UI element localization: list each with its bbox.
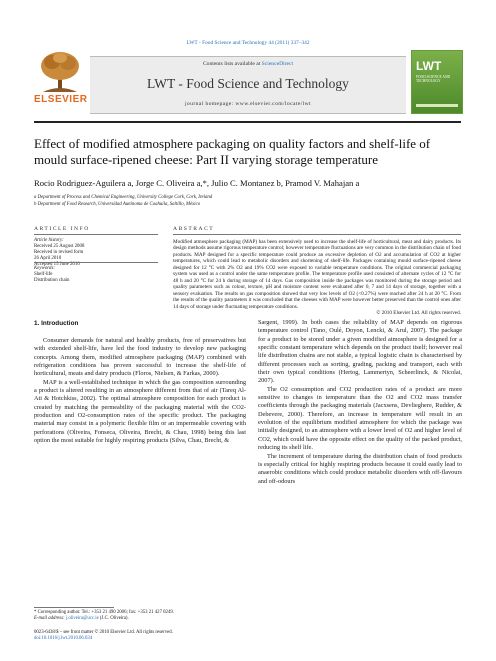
footnote-rule	[34, 607, 114, 608]
contents-prefix: Contents lists available at	[202, 61, 262, 67]
header-rule	[34, 121, 461, 123]
article-info-rule	[34, 234, 158, 235]
abstract-heading: ABSTRACT	[173, 226, 215, 232]
sciencedirect-link[interactable]: ScienceDirect	[261, 61, 294, 67]
journal-title: LWT - Food Science and Technology	[147, 76, 349, 91]
affiliation-b: b Department of Food Research, Universidad Autónoma de Coahuila, Saltillo, México	[34, 202, 201, 207]
contents-line	[90, 61, 406, 67]
history-line: Accepted 15 June 2010	[34, 262, 80, 268]
keywords-rule	[34, 262, 158, 263]
abstract-copyright: © 2010 Elsevier Ltd. All rights reserved.	[376, 309, 461, 316]
cover-title: LWT	[416, 59, 442, 73]
history-line: Received in revised form	[34, 250, 84, 256]
corresponding-author-footnote	[34, 610, 244, 622]
body-paragraph: The O2 consumption and CO2 production rates of a product are more sensitive to changes in temperature than the O2 and CO2 mass transfer coefficients through the packaging materials (Jacxsens, Devlieghere, Rudder, & Debevere, 2000). Therefore, an increase in temperature will result in an evolution of the equilibrium modified atmosphere for which the package was initially designed, to an atmosphere with a lower level of O2 and higher level of CO2, which could have the opposite effect on the quality of the packed product, reducing its shelf life.	[258, 385, 462, 452]
history-line: 26 April 2010	[34, 256, 62, 262]
cover-subtitle: FOOD SCIENCE AND TECHNOLOGY	[416, 75, 451, 84]
body-paragraph: MAP is a well-established technique in which the gas composition surrounding a product is altered resulting in an atmosphere different from that of air (Tareq Al-Ati & Hotchkiss, 2002). The optimal atmosphere composition for each product is created by matching the permeability of the packaging material with the CO2-production and O2-consumption rates of the specific product. The packaging material may consist in a polymeric flexible film or an impermeable covering with perforations (Oliveira, Fonseca, Oliveira, Brecht, & Chau, 1998) being this last option the most suitable for highly respiring products (Silva, Chau, Brecht, &	[34, 378, 246, 445]
body-paragraph: The increment of temperature during the distribution chain of food products is especially critical for highly respiring products because it could easily lead to anaerobic conditions which could produce metabolic disorders with off-flavours and off-odours	[258, 452, 462, 485]
corresponding-author: * Corresponding author. Tel.: +353 21 490 2006; fax: +353 21 427 0249.	[34, 610, 174, 615]
intro-heading: 1. Introduction	[34, 320, 79, 327]
issn-line: 0023-6438/$ – see front matter © 2010 Elsevier Ltd. All rights reserved.	[34, 630, 173, 635]
journal-cover	[411, 50, 463, 114]
author-list: Rocio Rodriguez-Aguilera a, Jorge C. Oliveira a,*, Julio C. Montanez b, Pramod V. Mahajan a	[34, 178, 360, 188]
elsevier-logo	[34, 50, 86, 112]
history-label: Article history:	[34, 238, 64, 243]
abstract-text: Modified atmosphere packaging (MAP) has been extensively used to increase the shelf-life of horticultural, meat and dairy products. Its design methods assume rigorous temperature control; however temperature fluctuations are very common in the distribution chain of food products. MAP designed for a specific temperature could produce an excessive depletion of O2 and accumulation of CO2 at higher temperatures, which could lead to metabolic disorders and shortening of shelf-life. Packages containing mould surface-ripened cheese designed for 12 °C with 2% O2 and 19% CO2 were exposed to variable temperature conditions. The original commercial packaging system was used as a control under the same temperature profile. The temperature profile used consisted of alternate cycles of 12 °C for 48 h and 20 °C for 24 h during storage of 14 days. Gas composition inside the packages was monitored during the storage period and quality parameters such as colour, texture, pH and moisture content were evaluated after 0, 7 and 14 days of storage, together with a sensory evaluation. The results on gas composition showed that very low levels of O2 (<0.27%) were reached after 24 h at 20 °C. From the results of the quality parameters it was concluded that the cheeses with MAP were however better preserved than the control ones after 14 days of storage under fluctuating temperature conditions.	[173, 239, 461, 310]
body-paragraph: Consumer demands for natural and healthy products, free of preservatives but with extended shelf-life, have led the food industry to develop new packaging concepts. Among them, modified atmosphere packaging (MAP) combined with refrigeration conditions has proven successful to increase the shelf-life of horticultural, meats and dairy products (Floros, Nielsen, & Farkas, 2000).	[34, 337, 246, 378]
body-paragraph: Sargent, 1999). In both cases the reliability of MAP depends on rigorous temperature control (Tano, Oulé, Doyon, Lencki, & Arul, 2007). The package for a product to be stored under a given modified atmosphere is designed for a specific constant temperature which depends on the product itself; however real life distribution chains are not stable, a typical logistic chain is characterised by different processes such as sorting, grading, packing and transport, each with their own typical conditions (Hertog, Lammertyn, Scheerlinck, & Nicolai, 2007).	[258, 319, 462, 385]
keywords-label: Keywords:	[34, 266, 56, 271]
email-label: E-mail address:	[34, 616, 66, 622]
elsevier-tree-icon	[37, 50, 83, 94]
body-column-right	[258, 319, 462, 486]
history-line: Received 25 August 2008	[34, 244, 85, 250]
abstract-block	[173, 239, 461, 316]
keywords-block	[34, 266, 158, 284]
keyword: Shelf-life	[34, 272, 53, 278]
journal-citation[interactable]: LWT - Food Science and Technology 44 (2011) 337–342	[186, 40, 310, 46]
abstract-rule	[173, 234, 461, 235]
keyword: Distribution chain	[34, 278, 70, 284]
email-line	[34, 616, 244, 622]
article-history	[34, 238, 158, 268]
doi-link[interactable]: doi:10.1016/j.lwt.2010.06.034	[34, 636, 93, 642]
article-info-heading: ARTICLE INFO	[34, 226, 90, 232]
affiliation-a: a Department of Process and Chemical Engineering, University College Cork, Cork, Ireland	[34, 195, 213, 200]
issn-block	[34, 630, 334, 642]
email-link[interactable]: j.oliveira@ucc.ie	[65, 616, 99, 622]
body-column-left	[34, 337, 246, 445]
article-title: Effect of modified atmosphere packaging on quality factors and shelf-life of mould surface-ripened cheese: Part II varying storage temperature	[34, 136, 431, 167]
journal-homepage[interactable]: journal homepage: www.elsevier.com/locate/lwt	[184, 101, 312, 107]
email-suffix: (J.C. Oliveira).	[98, 616, 129, 622]
cover-stripe	[416, 104, 458, 107]
publisher-wordmark: ELSEVIER	[34, 94, 88, 105]
